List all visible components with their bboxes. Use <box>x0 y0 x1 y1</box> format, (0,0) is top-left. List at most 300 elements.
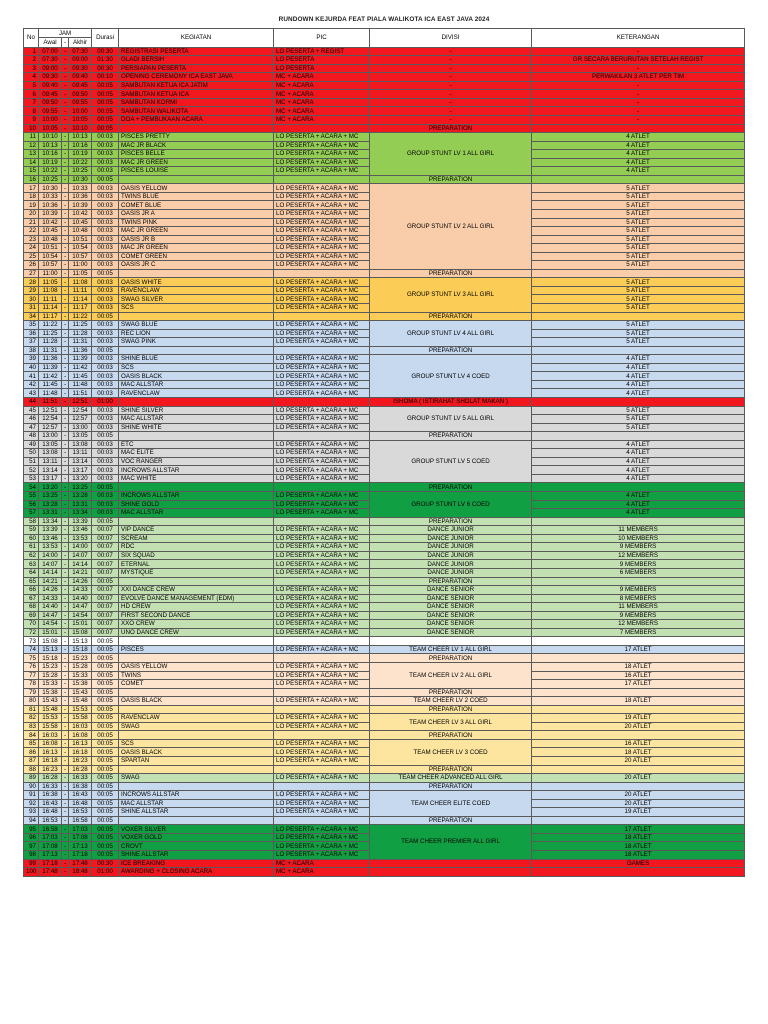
cell-time-separator: - <box>62 637 69 646</box>
cell-time-separator: - <box>62 73 69 82</box>
cell-duration: 00:07 <box>92 526 119 535</box>
cell-duration: 00:05 <box>92 346 119 355</box>
cell-duration: 00:07 <box>92 586 119 595</box>
rundown-table <box>23 28 745 877</box>
cell-pic: LO PESERTA + ACARA + MC <box>274 252 370 261</box>
cell-note <box>532 432 745 441</box>
cell-no: 36 <box>24 329 39 338</box>
cell-time-separator: - <box>62 449 69 458</box>
cell-activity: VOXER GOLD <box>119 833 274 842</box>
cell-pic: LO PESERTA + ACARA + MC <box>274 739 370 748</box>
cell-no: 77 <box>24 671 39 680</box>
cell-activity: TWINS PINK <box>119 218 274 227</box>
cell-pic <box>274 654 370 663</box>
cell-time-separator: - <box>62 372 69 381</box>
cell-division: - <box>370 73 532 82</box>
cell-time-separator: - <box>62 825 69 834</box>
cell-time-start: 15:08 <box>39 637 62 646</box>
cell-no: 99 <box>24 859 39 868</box>
cell-pic: LO PESERTA + ACARA + MC <box>274 141 370 150</box>
cell-pic: LO PESERTA + ACARA + MC <box>274 722 370 731</box>
cell-pic: LO PESERTA + ACARA + MC <box>274 372 370 381</box>
cell-no: 47 <box>24 423 39 432</box>
cell-time-end: 15:43 <box>69 688 92 697</box>
cell-note: 19 ATLET <box>532 808 745 817</box>
cell-time-separator: - <box>62 440 69 449</box>
cell-time-separator: - <box>62 304 69 313</box>
cell-time-end: 10:00 <box>69 107 92 116</box>
cell-time-separator: - <box>62 218 69 227</box>
cell-time-separator: - <box>62 98 69 107</box>
cell-time-separator: - <box>62 380 69 389</box>
cell-note: 5 ATLET <box>532 321 745 330</box>
cell-time-separator: - <box>62 594 69 603</box>
cell-duration: 00:07 <box>92 628 119 637</box>
cell-no: 34 <box>24 312 39 321</box>
cell-note: 7 MEMBERS <box>532 628 745 637</box>
cell-time-start: 10:05 <box>39 124 62 133</box>
table-row <box>24 278 745 287</box>
cell-note: 4 ATLET <box>532 150 745 159</box>
cell-activity: COMET BLUE <box>119 201 274 210</box>
cell-activity: PERSIAPAN PESERTA <box>119 64 274 73</box>
table-row <box>24 312 745 321</box>
cell-time-separator: - <box>62 201 69 210</box>
cell-time-separator: - <box>62 577 69 586</box>
cell-duration: 00:30 <box>92 859 119 868</box>
cell-activity: OASIS BLACK <box>119 748 274 757</box>
cell-time-start: 10:22 <box>39 167 62 176</box>
cell-time-start: 17:18 <box>39 859 62 868</box>
cell-time-separator: - <box>62 252 69 261</box>
cell-time-end: 13:25 <box>69 483 92 492</box>
cell-duration: 00:07 <box>92 568 119 577</box>
cell-time-separator: - <box>62 782 69 791</box>
cell-time-end: 09:00 <box>69 56 92 65</box>
cell-note: 18 ATLET <box>532 851 745 860</box>
cell-activity <box>119 517 274 526</box>
cell-division: - <box>370 115 532 124</box>
cell-activity: EVOLVE DANCE MANAGEMENT (EDM) <box>119 594 274 603</box>
cell-pic: LO PESERTA + ACARA + MC <box>274 363 370 372</box>
cell-division: PREPARATION <box>370 731 532 740</box>
cell-no: 94 <box>24 816 39 825</box>
header-sep: - <box>62 38 69 47</box>
cell-time-start: 17:08 <box>39 842 62 851</box>
cell-pic: LO PESERTA + ACARA + MC <box>274 423 370 432</box>
cell-division: GROUP STUNT LV 6 COED <box>370 492 532 518</box>
cell-time-start: 10:25 <box>39 175 62 184</box>
cell-pic <box>274 269 370 278</box>
cell-no: 67 <box>24 594 39 603</box>
cell-no: 40 <box>24 363 39 372</box>
cell-time-start: 14:14 <box>39 568 62 577</box>
cell-pic: LO PESERTA + ACARA + MC <box>274 568 370 577</box>
cell-no: 22 <box>24 227 39 236</box>
cell-note: 5 ATLET <box>532 244 745 253</box>
cell-division: TEAM CHEER LV 2 ALL GIRL <box>370 662 532 688</box>
cell-pic: LO PESERTA + ACARA + MC <box>274 304 370 313</box>
cell-note: 4 ATLET <box>532 363 745 372</box>
cell-time-separator: - <box>62 808 69 817</box>
cell-time-start: 13:25 <box>39 492 62 501</box>
cell-no: 76 <box>24 662 39 671</box>
cell-time-end: 13:17 <box>69 466 92 475</box>
cell-note: 20 ATLET <box>532 791 745 800</box>
cell-time-end: 10:39 <box>69 201 92 210</box>
cell-time-end: 10:33 <box>69 184 92 193</box>
cell-time-end: 10:22 <box>69 158 92 167</box>
cell-time-separator: - <box>62 432 69 441</box>
cell-duration: 00:03 <box>92 286 119 295</box>
cell-duration: 00:05 <box>92 756 119 765</box>
table-row <box>24 483 745 492</box>
cell-division: DANCE JUNIOR <box>370 543 532 552</box>
cell-pic <box>274 688 370 697</box>
table-row <box>24 859 745 868</box>
cell-note: 9 MEMBERS <box>532 586 745 595</box>
cell-time-end: 09:40 <box>69 73 92 82</box>
table-row <box>24 107 745 116</box>
cell-time-start: 10:48 <box>39 235 62 244</box>
cell-time-end: 12:54 <box>69 406 92 415</box>
cell-division: PREPARATION <box>370 175 532 184</box>
cell-time-start: 15:13 <box>39 645 62 654</box>
cell-duration: 00:30 <box>92 64 119 73</box>
cell-pic <box>274 175 370 184</box>
cell-division: - <box>370 98 532 107</box>
cell-pic: LO PESERTA + ACARA + MC <box>274 158 370 167</box>
cell-duration: 00:03 <box>92 389 119 398</box>
cell-pic: MC + ACARA <box>274 81 370 90</box>
cell-time-separator: - <box>62 586 69 595</box>
cell-time-start: 10:51 <box>39 244 62 253</box>
cell-time-start: 15:18 <box>39 654 62 663</box>
cell-time-start: 07:30 <box>39 56 62 65</box>
cell-time-end: 13:00 <box>69 423 92 432</box>
cell-pic <box>274 432 370 441</box>
cell-activity: GLADI BERSIH <box>119 56 274 65</box>
cell-time-start: 11:39 <box>39 363 62 372</box>
cell-time-end: 10:13 <box>69 133 92 142</box>
header-awal: Awal <box>39 38 62 47</box>
cell-time-start: 11:11 <box>39 295 62 304</box>
cell-duration: 00:05 <box>92 671 119 680</box>
cell-no: 31 <box>24 304 39 313</box>
cell-time-separator: - <box>62 329 69 338</box>
cell-note <box>532 868 745 877</box>
cell-pic <box>274 124 370 133</box>
cell-time-end: 11:08 <box>69 278 92 287</box>
table-row <box>24 73 745 82</box>
cell-time-start: 14:26 <box>39 586 62 595</box>
cell-time-start: 15:33 <box>39 680 62 689</box>
cell-time-separator: - <box>62 269 69 278</box>
cell-note: - <box>532 115 745 124</box>
cell-no: 90 <box>24 782 39 791</box>
cell-no: 21 <box>24 218 39 227</box>
cell-time-start: 16:08 <box>39 739 62 748</box>
cell-note: 5 ATLET <box>532 218 745 227</box>
cell-time-separator: - <box>62 175 69 184</box>
cell-no: 42 <box>24 380 39 389</box>
cell-note: 20 ATLET <box>532 722 745 731</box>
cell-time-end: 13:08 <box>69 440 92 449</box>
cell-time-separator: - <box>62 799 69 808</box>
cell-duration: 00:03 <box>92 474 119 483</box>
cell-duration: 00:07 <box>92 611 119 620</box>
cell-time-start: 14:40 <box>39 603 62 612</box>
cell-pic: LO PESERTA + ACARA + MC <box>274 500 370 509</box>
cell-time-separator: - <box>62 150 69 159</box>
cell-time-start: 12:57 <box>39 423 62 432</box>
cell-time-start: 11:14 <box>39 304 62 313</box>
cell-no: 53 <box>24 474 39 483</box>
table-row <box>24 64 745 73</box>
table-row <box>24 628 745 637</box>
cell-time-start: 09:45 <box>39 90 62 99</box>
cell-duration: 00:03 <box>92 150 119 159</box>
cell-no: 28 <box>24 278 39 287</box>
cell-duration: 00:05 <box>92 81 119 90</box>
cell-duration: 00:03 <box>92 167 119 176</box>
cell-time-separator: - <box>62 697 69 706</box>
cell-no: 66 <box>24 586 39 595</box>
cell-duration: 00:03 <box>92 380 119 389</box>
cell-no: 38 <box>24 346 39 355</box>
cell-duration: 00:05 <box>92 107 119 116</box>
cell-pic: LO PESERTA + ACARA + MC <box>274 466 370 475</box>
table-row <box>24 825 745 834</box>
table-row <box>24 791 745 800</box>
cell-time-end: 11:45 <box>69 372 92 381</box>
cell-no: 86 <box>24 748 39 757</box>
cell-time-end: 15:48 <box>69 697 92 706</box>
cell-division: PREPARATION <box>370 577 532 586</box>
table-row <box>24 568 745 577</box>
cell-no: 18 <box>24 192 39 201</box>
cell-duration: 00:03 <box>92 304 119 313</box>
cell-time-separator: - <box>62 543 69 552</box>
cell-activity: SWAG BLUE <box>119 321 274 330</box>
cell-note <box>532 765 745 774</box>
cell-pic: LO PESERTA + ACARA + MC <box>274 218 370 227</box>
cell-activity <box>119 124 274 133</box>
cell-pic: LO PESERTA + ACARA + MC <box>274 611 370 620</box>
cell-note: 5 ATLET <box>532 184 745 193</box>
cell-time-separator: - <box>62 64 69 73</box>
cell-note: 5 ATLET <box>532 192 745 201</box>
table-row <box>24 714 745 723</box>
cell-note: 4 ATLET <box>532 457 745 466</box>
table-row <box>24 98 745 107</box>
cell-time-separator: - <box>62 158 69 167</box>
cell-activity: VOXER SILVER <box>119 825 274 834</box>
cell-activity: OASIS YELLOW <box>119 662 274 671</box>
table-row <box>24 594 745 603</box>
cell-time-separator: - <box>62 244 69 253</box>
table-row <box>24 133 745 142</box>
cell-duration: 00:03 <box>92 423 119 432</box>
cell-duration: 00:07 <box>92 551 119 560</box>
cell-division: GROUP STUNT LV 2 ALL GIRL <box>370 184 532 269</box>
cell-time-start: 10:00 <box>39 115 62 124</box>
table-row <box>24 534 745 543</box>
cell-division: DANCE SENIOR <box>370 611 532 620</box>
cell-activity: DOA + PEMBUKAAN ACARA <box>119 115 274 124</box>
table-row <box>24 56 745 65</box>
table-row <box>24 816 745 825</box>
cell-duration: 00:05 <box>92 312 119 321</box>
table-header <box>24 29 745 48</box>
cell-note: 17 ATLET <box>532 680 745 689</box>
cell-note: 4 ATLET <box>532 389 745 398</box>
cell-time-separator: - <box>62 688 69 697</box>
cell-time-start: 13:28 <box>39 500 62 509</box>
cell-time-end: 11:42 <box>69 363 92 372</box>
cell-time-end: 14:26 <box>69 577 92 586</box>
cell-duration: 00:05 <box>92 791 119 800</box>
cell-activity: INCROWS ALLSTAR <box>119 466 274 475</box>
cell-time-end: 15:18 <box>69 645 92 654</box>
cell-pic: LO PESERTA + ACARA + MC <box>274 235 370 244</box>
cell-division: GROUP STUNT LV 1 ALL GIRL <box>370 133 532 176</box>
cell-time-separator: - <box>62 209 69 218</box>
table-row <box>24 355 745 364</box>
cell-activity: RDC <box>119 543 274 552</box>
cell-time-end: 09:30 <box>69 64 92 73</box>
cell-activity: ETC <box>119 440 274 449</box>
header-pic: PIC <box>274 29 370 48</box>
cell-time-start: 15:38 <box>39 688 62 697</box>
cell-activity: MAC JR GREEN <box>119 244 274 253</box>
cell-no: 60 <box>24 534 39 543</box>
cell-division: PREPARATION <box>370 765 532 774</box>
cell-no: 84 <box>24 731 39 740</box>
cell-no: 16 <box>24 175 39 184</box>
cell-no: 3 <box>24 64 39 73</box>
cell-activity <box>119 312 274 321</box>
cell-time-separator: - <box>62 833 69 842</box>
cell-activity: ETERNAL <box>119 560 274 569</box>
cell-note: 5 ATLET <box>532 406 745 415</box>
cell-time-end: 15:08 <box>69 628 92 637</box>
cell-note: 11 MEMBERS <box>532 603 745 612</box>
cell-time-end: 14:21 <box>69 568 92 577</box>
cell-time-separator: - <box>62 90 69 99</box>
cell-time-start: 16:33 <box>39 782 62 791</box>
cell-division: - <box>370 64 532 73</box>
cell-division: GROUP STUNT LV 5 COED <box>370 440 532 483</box>
cell-activity: SWAG <box>119 722 274 731</box>
cell-note: - <box>532 47 745 56</box>
cell-duration: 00:05 <box>92 842 119 851</box>
cell-activity: SWAG PINK <box>119 338 274 347</box>
cell-note: 4 ATLET <box>532 500 745 509</box>
cell-time-start: 11:08 <box>39 286 62 295</box>
cell-time-start: 11:31 <box>39 346 62 355</box>
cell-time-start: 16:43 <box>39 799 62 808</box>
cell-note: 16 ATLET <box>532 671 745 680</box>
cell-time-start: 10:36 <box>39 201 62 210</box>
cell-division <box>370 859 532 868</box>
table-row <box>24 577 745 586</box>
table-row <box>24 645 745 654</box>
cell-duration: 00:03 <box>92 201 119 210</box>
cell-duration: 00:07 <box>92 543 119 552</box>
cell-time-start: 14:33 <box>39 594 62 603</box>
cell-activity <box>119 765 274 774</box>
cell-duration: 00:05 <box>92 662 119 671</box>
cell-pic: LO PESERTA + ACARA + MC <box>274 680 370 689</box>
cell-time-separator: - <box>62 261 69 270</box>
cell-division: TEAM CHEER LV 3 ALL GIRL <box>370 714 532 731</box>
cell-time-start: 16:13 <box>39 748 62 757</box>
cell-activity: AWARDING + CLOSING ACARA <box>119 868 274 877</box>
cell-note <box>532 577 745 586</box>
cell-no: 30 <box>24 295 39 304</box>
cell-duration: 00:03 <box>92 321 119 330</box>
cell-time-start: 10:10 <box>39 133 62 142</box>
cell-note: 5 ATLET <box>532 415 745 424</box>
cell-note: 9 MEMBERS <box>532 611 745 620</box>
cell-no: 24 <box>24 244 39 253</box>
cell-time-start: 10:39 <box>39 209 62 218</box>
cell-division: TEAM CHEER LV 1 ALL GIRL <box>370 645 532 654</box>
cell-note: 5 ATLET <box>532 338 745 347</box>
cell-time-separator: - <box>62 355 69 364</box>
cell-note <box>532 312 745 321</box>
cell-no: 15 <box>24 167 39 176</box>
cell-time-end: 14:07 <box>69 551 92 560</box>
cell-division: PREPARATION <box>370 124 532 133</box>
cell-division: TEAM CHEER PREMIER ALL GIRL <box>370 825 532 859</box>
cell-time-start: 17:03 <box>39 833 62 842</box>
cell-activity: SAMBUTAN KORMI <box>119 98 274 107</box>
cell-no: 49 <box>24 440 39 449</box>
cell-division: DANCE JUNIOR <box>370 534 532 543</box>
cell-activity: MAC JR BLACK <box>119 141 274 150</box>
cell-pic: MC + ACARA <box>274 73 370 82</box>
cell-duration: 00:05 <box>92 90 119 99</box>
cell-time-end: 16:13 <box>69 739 92 748</box>
cell-note: 5 ATLET <box>532 278 745 287</box>
header-akhir: Akhir <box>69 38 92 47</box>
cell-note: 17 ATLET <box>532 645 745 654</box>
cell-time-start: 11:05 <box>39 278 62 287</box>
cell-activity: SCS <box>119 304 274 313</box>
cell-activity: PISCES LOUISE <box>119 167 274 176</box>
header-jam: JAM <box>39 29 92 38</box>
cell-division: TEAM CHEER LV 3 COED <box>370 739 532 765</box>
cell-time-start: 16:53 <box>39 816 62 825</box>
cell-time-start: 16:38 <box>39 791 62 800</box>
cell-time-start: 15:48 <box>39 705 62 714</box>
cell-no: 5 <box>24 81 39 90</box>
cell-pic <box>274 731 370 740</box>
cell-no: 10 <box>24 124 39 133</box>
cell-time-end: 10:54 <box>69 244 92 253</box>
cell-activity: SCS <box>119 739 274 748</box>
cell-time-end: 11:39 <box>69 355 92 364</box>
cell-time-end: 16:58 <box>69 816 92 825</box>
cell-duration: 00:05 <box>92 98 119 107</box>
cell-activity <box>119 346 274 355</box>
cell-time-start: 11:51 <box>39 398 62 407</box>
cell-note: GR SECARA BERURUTAN SETELAH REGIST <box>532 56 745 65</box>
cell-division: PREPARATION <box>370 312 532 321</box>
cell-time-end: 11:14 <box>69 295 92 304</box>
